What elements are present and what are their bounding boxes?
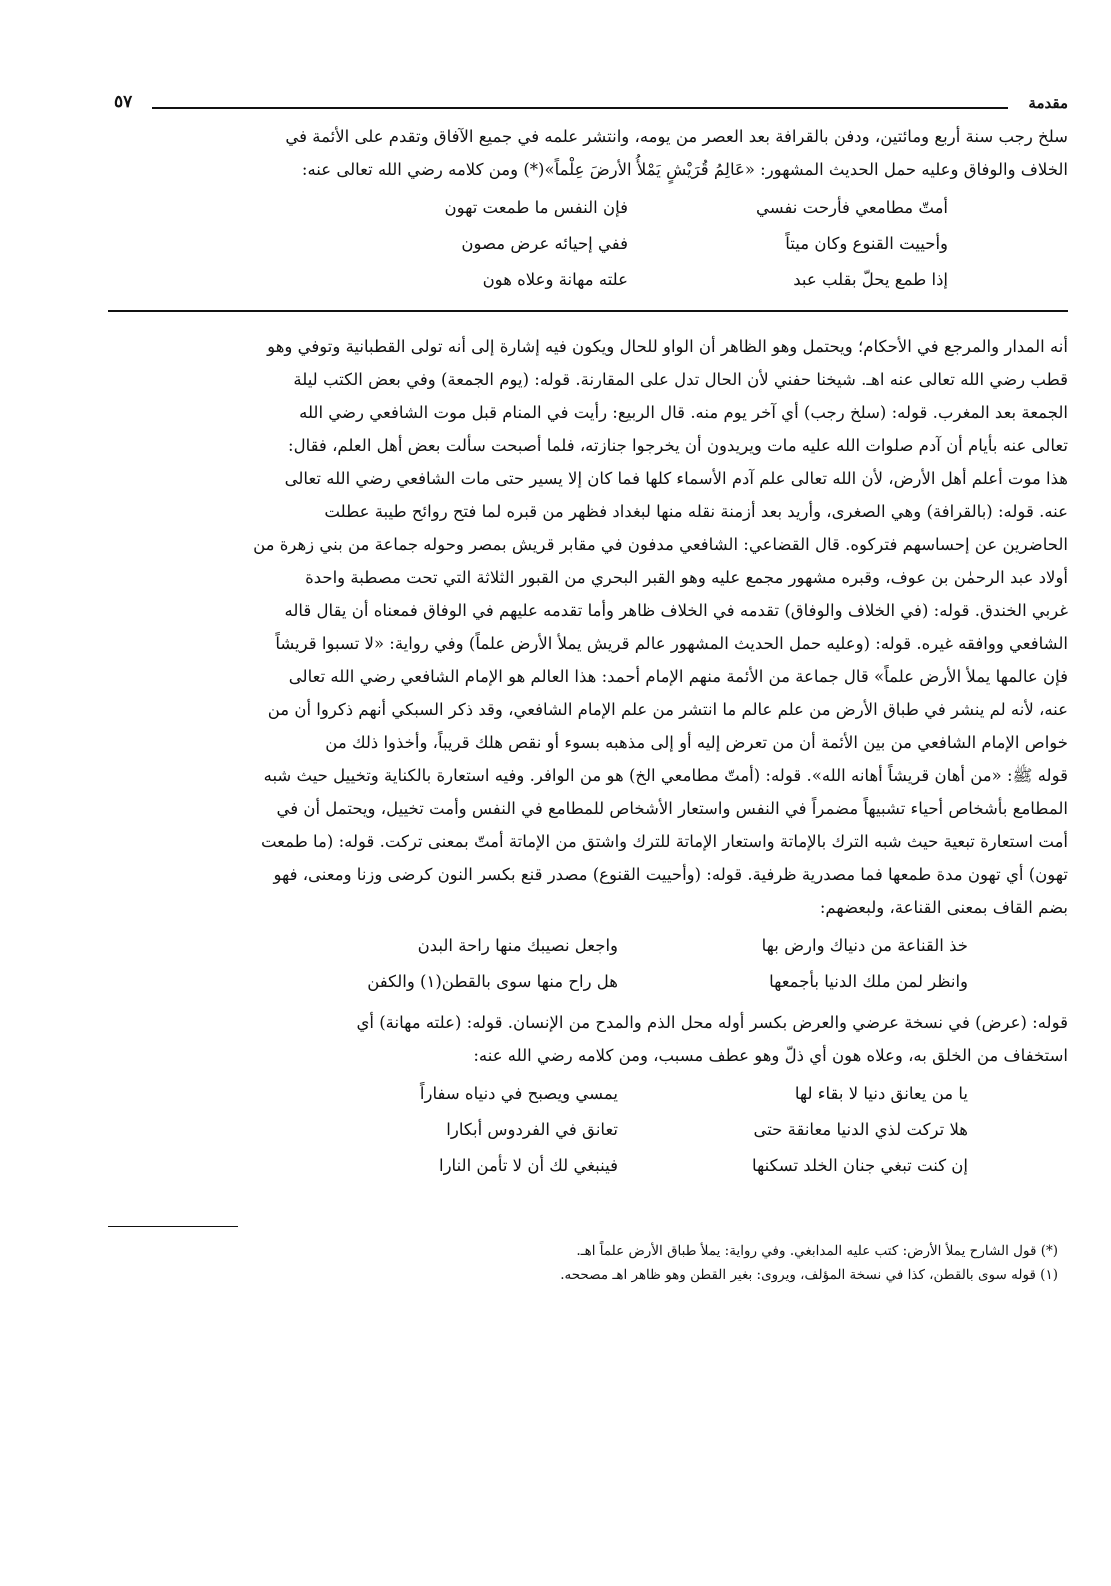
hemistich-second: فينبغي لك أن لا تأمن النارا <box>439 1156 618 1175</box>
hemistich-first: وأحييت القنوع وكان ميتاً <box>785 234 948 253</box>
verse-line <box>108 928 1068 964</box>
poem-3 <box>108 1076 1068 1184</box>
text-line: الجمعة بعد المغرب. قوله: (سلخ رجب) أي آخر يوم منه. قال الربيع: رأيت في المنام قبل موت الشافعي رضي الله <box>299 403 1068 422</box>
document-page <box>108 88 1068 1528</box>
commentary-2 <box>108 1006 1068 1072</box>
text-line: هذا موت أعلم أهل الأرض، لأن الله تعالى علم آدم الأسماء كلها فما كان إلا يسير حتى مات الشافعي رضي الله تعالى <box>284 469 1068 488</box>
hemistich-second: هل راح منها سوى بالقطن(١) والكفن <box>367 972 618 991</box>
hemistich-first: وانظر لمن ملك الدنيا بأجمعها <box>769 972 968 991</box>
text-line: أمت استعارة تبعية حيث شبه الترك بالإماتة واستعار الإماتة للترك واشتق من الإماتة أمتّ بمعنى تركت. قوله: (ما طمعت <box>260 832 1068 851</box>
verse-line <box>108 964 1068 1000</box>
footnote-divider <box>108 1226 238 1227</box>
hemistich-first: هلا تركت لذي الدنيا معانقة حتى <box>753 1120 968 1139</box>
text-line: المطامع بأشخاص أحياء تشبيهاً مضمراً في النفس واستعار الأشخاص للمطامع في النفس وأمت تخييل، ويحتمل أن في <box>276 799 1068 818</box>
main-text <box>108 120 1068 186</box>
text-line: قوله ﷺ: «من أهان قريشاً أهانه الله». قوله: (أمتّ مطامعي الخ) هو من الوافر. وفيه استعارة بالكناية وتخييل حيث شبه <box>263 766 1068 785</box>
verse-line <box>108 262 1068 298</box>
poem-2 <box>108 928 1068 1000</box>
hemistich-second: علته مهانة وعلاه هون <box>482 270 628 289</box>
text-line: استخفاف من الخلق به، وعلاه هون أي ذلّ وهو عطف مسبب، ومن كلامه رضي الله عنه: <box>473 1046 1068 1065</box>
text-line: قطب رضي الله تعالى عنه اهـ. شيخنا حفني لأن الحال تدل على المقارنة. قوله: (يوم الجمعة) وفي بعض الكتب ليلة <box>293 370 1068 389</box>
page-header <box>108 88 1068 118</box>
hemistich-first: يا من يعانق دنيا لا بقاء لها <box>794 1084 968 1103</box>
footnotes <box>108 1239 1068 1287</box>
hemistich-second: يمسي ويصبح في دنياه سفاراً <box>419 1084 618 1103</box>
text-line: الشافعي ووافقه غيره. قوله: (وعليه حمل الحديث المشهور عالم قريش يملأ الأرض علماً) وفي رواية: «لا تسبوا قريشاً <box>275 634 1068 653</box>
verse-line <box>108 1148 1068 1184</box>
hemistich-first: أمتّ مطامعي فأرحت نفسي <box>755 198 948 217</box>
hemistich-first: إذا طمع يحلّ بقلب عبد <box>793 270 948 289</box>
hemistich-second: واجعل نصيبك منها راحة البدن <box>417 936 618 955</box>
footnote: (*) قول الشارح يملأ الأرض: كتب عليه المدابغي. وفي رواية: يملأ طباق الأرض علماً اهـ. <box>576 1243 1058 1259</box>
text-line: الحاضرين عن إحساسهم فتركوه. قال القضاعي: الشافعي مدفون في مقابر قريش بمصر وحوله جماعة من بني زهرة من <box>253 535 1068 554</box>
text-line: غربي الخندق. قوله: (في الخلاف والوفاق) تقدمه في الخلاف ظاهر وأما تقدمه عليهم في الوفاق فمعناه أن يقال قاله <box>284 601 1068 620</box>
hemistich-second: تعانق في الفردوس أبكارا <box>446 1120 618 1139</box>
verse-line <box>108 226 1068 262</box>
text-line: فإن عالمها يملأ الأرض علماً» قال جماعة من الأئمة منهم الإمام أحمد: هذا العالم هو الإمام الشافعي رضي الله تعالى <box>288 667 1068 686</box>
poem-1 <box>108 190 1068 298</box>
section-title: مقدمة <box>1028 94 1068 112</box>
text-line: تهون) أي تهون مدة طمعها فما مصدرية ظرفية. قوله: (وأحييت القنوع) مصدر قنع بكسر النون كرضى وزنا ومعنى، فهو <box>273 865 1068 884</box>
verse-line <box>108 190 1068 226</box>
commentary-1 <box>108 330 1068 924</box>
text-line: عنه. قوله: (بالقرافة) وهي الصغرى، وأريد بعد أزمنة نقله منها لبغداد فظهر من قبره لما فتح روائح طيبة عطلت <box>324 502 1068 521</box>
hemistich-second: فإن النفس ما طمعت تهون <box>444 198 628 217</box>
hemistich-first: إن كنت تبغي جنان الخلد تسكنها <box>752 1156 968 1175</box>
verse-line <box>108 1076 1068 1112</box>
text-line: أنه المدار والمرجع في الأحكام؛ ويحتمل وهو الظاهر أن الواو للحال ويكون فيه إشارة إلى أنه تولى القطبانية وتوفي وهو <box>267 337 1068 356</box>
text-line: تعالى عنه بأيام أن آدم صلوات الله عليه مات ويريدون أن يخرجوا جنازته، فلما أصبحت سألت بعض أهل العلم، فقال: <box>288 436 1068 455</box>
header-rule <box>152 107 1008 109</box>
hemistich-second: ففي إحيائه عرض مصون <box>461 234 628 253</box>
text-line: أولاد عبد الرحمٰن بن عوف، وقبره مشهور مجمع عليه وهو القبر البحري من القبور الثلاثة التي تحت مصطبة واحدة <box>305 568 1068 587</box>
text-line: سلخ رجب سنة أربع ومائتين، ودفن بالقرافة بعد العصر من يومه، وانتشر علمه في جميع الآفاق وتقدم على الأئمة في <box>285 127 1068 146</box>
text-line: الخلاف والوفاق وعليه حمل الحديث المشهور: «عَالِمُ قُرَيْشٍ يَمْلأُ الأرضَ عِلْماً»(*) ومن كلامه رضي الله تعالى عنه: <box>301 160 1068 179</box>
text-line: بضم القاف بمعنى القناعة، ولبعضهم: <box>819 898 1068 917</box>
page-number: ٥٧ <box>114 92 133 112</box>
section-divider <box>108 310 1068 312</box>
hemistich-first: خذ القناعة من دنياك وارض بها <box>761 936 968 955</box>
footnote: (١) قوله سوى بالقطن، كذا في نسخة المؤلف، ويروى: بغير القطن وهو ظاهر اهـ مصححه. <box>560 1267 1058 1283</box>
text-line: قوله: (عرض) في نسخة عرضي والعرض بكسر أوله محل الذم والمدح من الإنسان. قوله: (علته مهانة) أي <box>356 1013 1068 1032</box>
verse-line <box>108 1112 1068 1148</box>
text-line: عنه، لأنه لم ينشر في طباق الأرض من علم عالم ما انتشر من علم الإمام الشافعي، وقد ذكر السبكي أنهم ذكروا أن من <box>267 700 1068 719</box>
text-line: خواص الإمام الشافعي من بين الأئمة أن من تعرض إليه أو إلى مذهبه بسوء أو نقص هلك قريباً، وأخذوا ذلك من <box>325 733 1068 752</box>
